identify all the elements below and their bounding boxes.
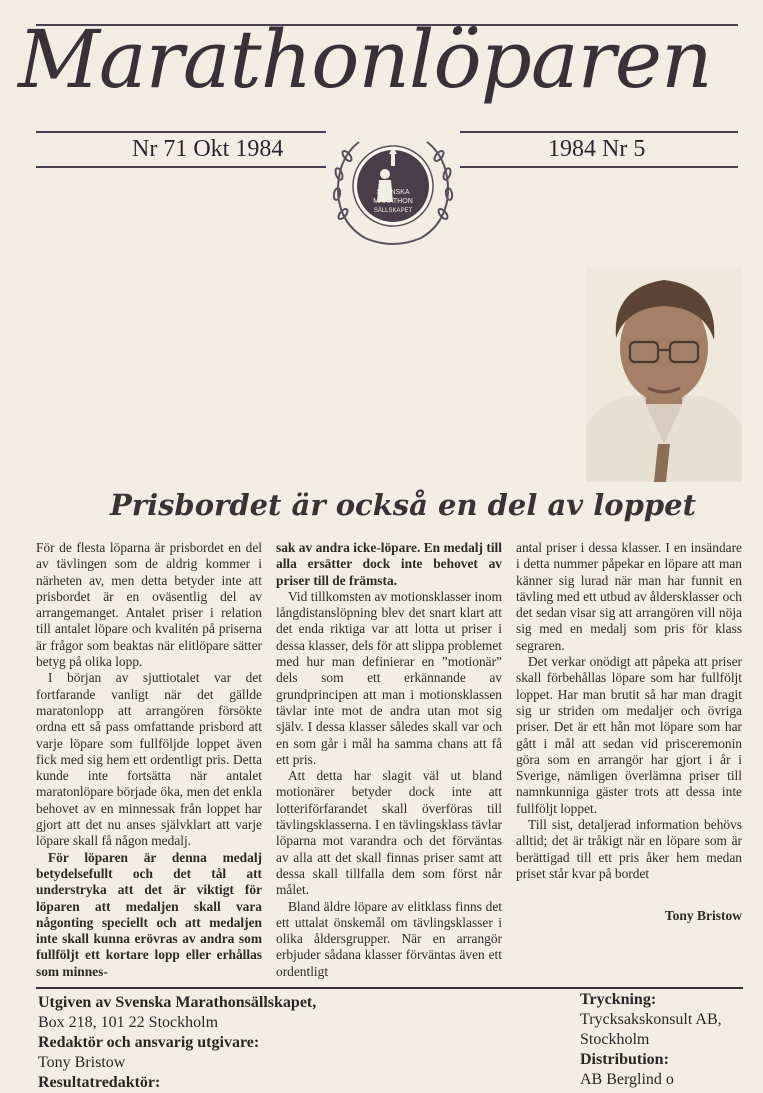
footer-line: Distribution: bbox=[580, 1051, 669, 1068]
article-column-1 bbox=[36, 540, 262, 980]
publisher-info bbox=[38, 993, 558, 1093]
masthead-rule-right bbox=[460, 131, 738, 133]
footer-line: Tryckning: bbox=[580, 991, 657, 1008]
paragraph: antal priser i dessa klasser. I en insändare i detta nummer påpekar en löpare att man känner sig lurad när man har funnit en tävling med ett utbud av åldersklasser och det sedan visar sig att arrangören vill nöja sig med en medalj som pris för klass segraren. bbox=[516, 540, 742, 653]
issue-rule-right bbox=[460, 166, 738, 168]
paragraph: Att detta har slagit väl ut bland motionärer betyder dock inte att lotteriförfarandet skall överföras till tävlingsklasserna. I en tävlingsklass tävlar löparna mot varandra och det förväntas av alla att det skall finnas priser samt att dessa skall tillfalla dem som först når målet. bbox=[276, 768, 502, 898]
paragraph: Det verkar onödigt att påpeka att priser skall förbehållas löpare som har fullföljt loppet. Har man brutit så har man dragit sig ur striden om medaljer och övriga priser. Det är ett hån mot löpare som har gått i mål att sedan vid prisceremonin göra som en arrangör har gjort i år i Sverige, nämligen överlämna priser till namnkunniga gäster trots att dessa inte fullföljt loppet. bbox=[516, 654, 742, 816]
article-column-2 bbox=[276, 540, 502, 980]
footer-line: Tony Bristow bbox=[38, 1054, 126, 1071]
footer-rule bbox=[36, 987, 743, 989]
society-emblem bbox=[327, 128, 459, 250]
article-column-3 bbox=[516, 540, 742, 882]
masthead-title: Marathonlöparen bbox=[18, 13, 712, 106]
footer-line: Resultatredaktör: bbox=[38, 1074, 161, 1091]
article-headline: Prisbordet är också en del av loppet bbox=[110, 488, 696, 522]
masthead-rule-left bbox=[36, 131, 326, 133]
paragraph: sak av andra icke-löpare. En medalj till alla ersätter dock inte behovet av priser till de främsta. bbox=[276, 540, 502, 588]
footer-line: Utgiven av Svenska Marathonsällskapet, bbox=[38, 994, 317, 1011]
issue-number-right: 1984 Nr 5 bbox=[548, 136, 646, 162]
print-distribution-info bbox=[580, 990, 760, 1090]
paragraph: För löparen är denna medalj betydelsefullt och det tål att understryka att det är viktigt för löparen att medaljen skall vara någonting speciellt och att medaljen inte skall kunna erövras av andra som fullföljt ett kortare lopp eller erhållas som minnes- bbox=[36, 849, 262, 979]
emblem-line-1: SVENSKA bbox=[376, 189, 410, 196]
paragraph: För de flesta löparna är prisbordet en del av tävlingen som de aldrig kommer i närheten av, men detta betyder inte att prisbordet är en oväsentlig del av arrangemanget. Antalet priser i relation till antalet löpare och kvalitén på priserna är frågor som beaktas när elitlöpare sätter betyg på olika lopp. bbox=[36, 540, 262, 670]
issue-number-left: Nr 71 Okt 1984 bbox=[132, 136, 284, 162]
paragraph: Vid tillkomsten av motionsklasser inom långdistanslöpning blev det snart klart att det enda riktiga var att lotta ut priser i dessa klasser, dels för att slippa problemet med hur man definierar en ”motionär” dels som ett erkännande av grundprincipen att man i motionsklassen tävlar inte mot de andra utan mot sig själv. I dessa klasser således skall var och en som går i mål ha samma chans att få ett pris. bbox=[276, 588, 502, 767]
footer-line: AB Berglind o bbox=[580, 1071, 674, 1088]
footer-line: Box 218, 101 22 Stockholm bbox=[38, 1014, 219, 1031]
paragraph: I början av sjuttiotalet var det fortfarande vanligt när det gällde maratonlopp att arrangören försökte ordna ett så pass omfattande prisbord att varje löpare som fullföljde loppet även fick med sig hem ett ordentligt pris. Detta kunde inte fortsätta när antalet maratonlöpare började öka, men det enkla behovet av en minnessak från loppet har gjort att det nu anses självklart att varje löpare skall få någon medalj. bbox=[36, 670, 262, 849]
emblem-line-2: MARATHON bbox=[373, 198, 413, 205]
article-signature: Tony Bristow bbox=[664, 908, 742, 923]
emblem-line-3: SÄLLSKAPET bbox=[373, 208, 413, 214]
footer-line: Redaktör och ansvarig utgivare: bbox=[38, 1034, 260, 1051]
paragraph: Till sist, detaljerad information behövs alltid; det är tråkigt när en löpare som är berättigad till ett pris åker hem medan priset står kvar på bordet bbox=[516, 817, 742, 881]
footer-line: Trycksakskonsult AB, bbox=[580, 1011, 722, 1028]
issue-rule-left bbox=[36, 166, 326, 168]
author-photo bbox=[586, 268, 742, 482]
footer-line: Stockholm bbox=[580, 1031, 650, 1048]
paragraph: Bland äldre löpare av elitklass finns det ett uttalat önskemål om tävlingsklasser i olika åldersgrupper. När en arrangör erbjuder sådana klasser förväntas även ett ordentligt bbox=[276, 898, 502, 979]
